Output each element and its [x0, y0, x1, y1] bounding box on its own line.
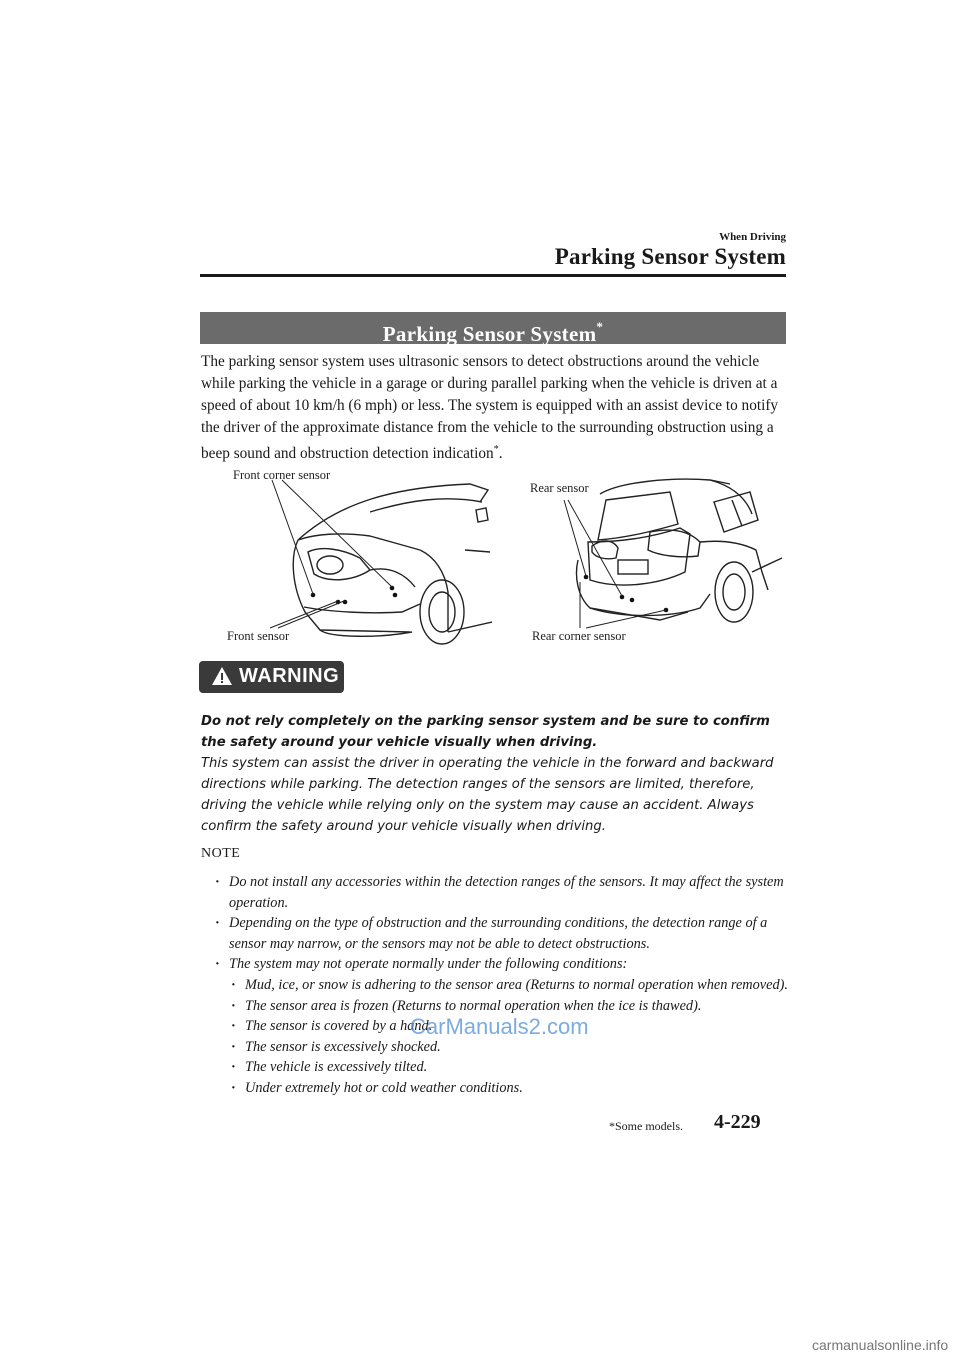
warning-bold-text: Do not rely completely on the parking sensor system and be sure to confirm the safety around your vehicle visually when driving.	[201, 714, 770, 750]
header-rule	[200, 274, 786, 277]
center-watermark: CarManuals2.com	[410, 1014, 589, 1039]
intro-paragraph	[201, 351, 791, 465]
warning-label: WARNING	[239, 665, 340, 687]
warning-text	[201, 711, 793, 837]
section-banner	[200, 312, 786, 344]
warning-body-text: This system can assist the driver in operating the vehicle in the forward and backward directions while parking. The detection ranges of the sensors are limited, therefore, driving the vehicle while relying only on the system may cause an accident. Always confirm the safety around your vehicle visually when driving.	[201, 756, 774, 834]
rear-vehicle-illustration	[520, 462, 790, 652]
page-number: 4-229	[714, 1111, 761, 1133]
some-models-mark: *	[596, 319, 604, 334]
condition-item: · The sensor is covered by a hand.	[228, 1016, 788, 1037]
note-bullet: · Do not install any accessories within the detection ranges of the sensors. It may affect the system operation.	[212, 872, 792, 913]
front-sensor-label: Front sensor	[227, 629, 290, 643]
intro-mark: *	[493, 444, 499, 455]
note-bullet-list	[212, 872, 792, 982]
condition-item: · The vehicle is excessively tilted.	[228, 1057, 788, 1078]
footnote: *Some models.	[609, 1119, 683, 1133]
rear-sensor-label: Rear sensor	[530, 481, 589, 495]
condition-item: · Mud, ice, or snow is adhering to the sensor area (Returns to normal operation when removed).	[228, 975, 788, 996]
intro-text: The parking sensor system uses ultrasonic sensors to detect obstructions around the vehicle while parking the vehicle in a garage or during parallel parking when the vehicle is driven at a speed of about 10 km/h (6 mph) or less. The system is equipped with an assist device to notify the driver of the approximate distance from the vehicle to the surrounding obstruction using a beep sound and obstruction detection indication	[201, 353, 779, 463]
front-corner-sensor-label: Front corner sensor	[233, 468, 331, 482]
warning-triangle-icon	[211, 666, 233, 686]
note-heading: NOTE	[201, 846, 241, 861]
condition-item: · The sensor is excessively shocked.	[228, 1037, 788, 1058]
note-bullet: · Depending on the type of obstruction and the surrounding conditions, the detection range of a sensor may narrow, or the sensors may not be able to detect obstructions.	[212, 913, 792, 954]
front-vehicle-illustration	[220, 462, 492, 652]
running-header-section: When Driving	[719, 231, 786, 243]
bottom-watermark: carmanualsonline.info	[812, 1337, 949, 1353]
condition-item: · The sensor area is frozen (Returns to normal operation when the ice is thawed).	[228, 996, 788, 1017]
running-header-title: Parking Sensor System	[554, 244, 786, 269]
intro-end: .	[498, 445, 503, 463]
section-title: Parking Sensor System	[382, 322, 597, 346]
condition-item: · Under extremely hot or cold weather conditions.	[228, 1078, 788, 1099]
rear-corner-sensor-label: Rear corner sensor	[532, 629, 626, 643]
front-car-drawing	[220, 462, 492, 652]
warning-badge	[199, 661, 344, 693]
note-bullet: · The system may not operate normally under the following conditions:	[212, 954, 792, 975]
